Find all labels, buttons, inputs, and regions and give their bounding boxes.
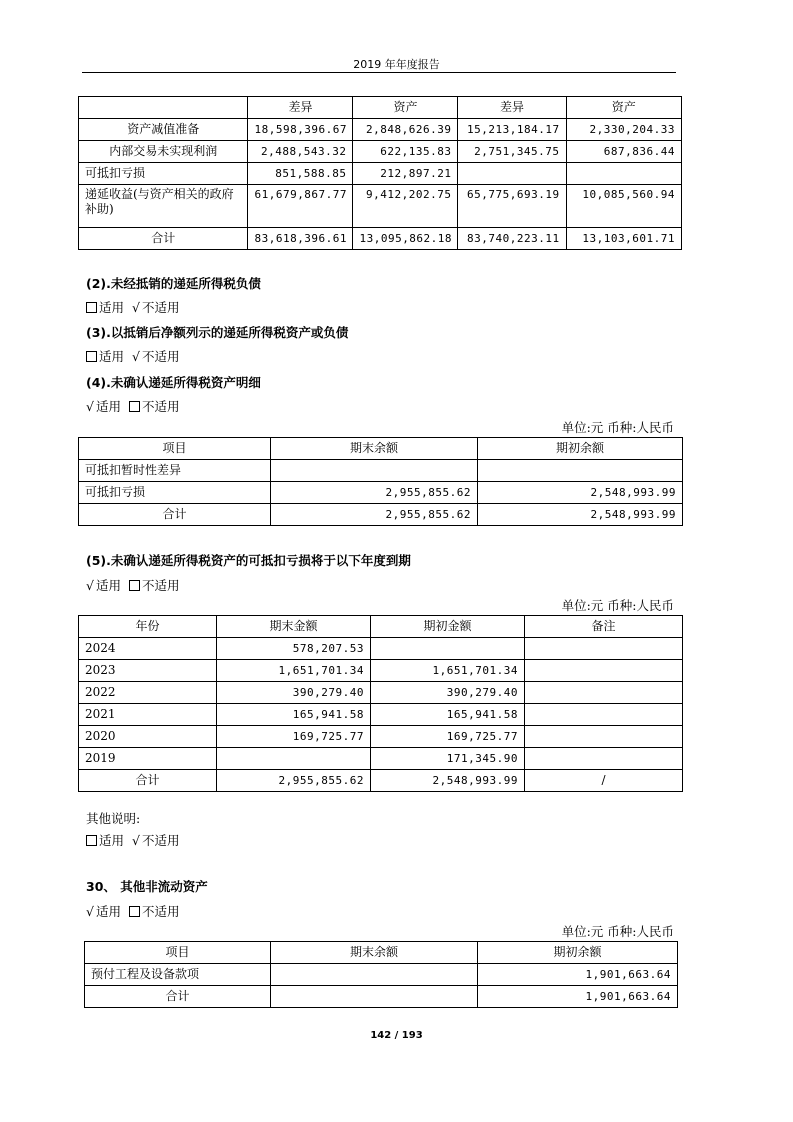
row-label: 合计 — [79, 504, 271, 526]
cell-value: 13,103,601.71 — [566, 228, 681, 250]
cell-value: 169,725.77 — [217, 726, 371, 748]
row-label: 合计 — [85, 986, 271, 1008]
column-header: 年份 — [79, 616, 217, 638]
cell-value: 2,955,855.62 — [217, 770, 371, 792]
cell-value — [525, 704, 683, 726]
column-header: 期初余额 — [478, 438, 683, 460]
cell-value: 65,775,693.19 — [458, 185, 566, 228]
option-applicable: 适用 — [99, 300, 125, 315]
section-title: 30、 其他非流动资产 — [86, 879, 208, 894]
section-title: (4).未确认递延所得税资产明细 — [86, 375, 261, 390]
row-label: 可抵扣暂时性差异 — [79, 460, 271, 482]
applicability-options — [86, 902, 179, 920]
cell-value: 165,941.58 — [217, 704, 371, 726]
checkbox-empty-icon — [129, 906, 140, 917]
row-label: 预付工程及设备款项 — [85, 964, 271, 986]
checkmark-icon: √ — [86, 399, 94, 414]
cell-value: 2,548,993.99 — [478, 482, 683, 504]
cell-value: / — [525, 770, 683, 792]
header-divider — [82, 72, 676, 73]
table-row — [79, 163, 682, 185]
unrecognized-deferred-tax-table — [78, 437, 683, 526]
table-row — [79, 726, 683, 748]
cell-value: 171,345.90 — [371, 748, 525, 770]
checkbox-empty-icon — [86, 302, 97, 313]
cell-value: 2,548,993.99 — [371, 770, 525, 792]
row-label: 递延收益(与资产相关的政府补助) — [79, 185, 248, 228]
row-label: 内部交易未实现利润 — [79, 141, 248, 163]
applicability-options — [86, 831, 179, 849]
section-title: (3).以抵销后净额列示的递延所得税资产或负债 — [86, 325, 349, 340]
cell-value: 2,488,543.32 — [248, 141, 353, 163]
row-label: 合计 — [79, 228, 248, 250]
cell-value: 2,848,626.39 — [353, 119, 458, 141]
cell-value — [525, 682, 683, 704]
applicability-options — [86, 298, 179, 316]
cell-value — [271, 964, 478, 986]
row-label: 资产减值准备 — [79, 119, 248, 141]
cell-value: 61,679,867.77 — [248, 185, 353, 228]
cell-value: 390,279.40 — [217, 682, 371, 704]
deferred-tax-assets-table — [78, 96, 682, 250]
option-not-applicable: 不适用 — [141, 300, 180, 315]
table-header-row — [85, 942, 678, 964]
cell-value: 2,955,855.62 — [271, 504, 478, 526]
cell-value: 2,548,993.99 — [478, 504, 683, 526]
table-row — [79, 770, 683, 792]
table-row — [79, 748, 683, 770]
option-applicable: 适用 — [99, 349, 125, 364]
column-header: 资产 — [353, 97, 458, 119]
table-row — [79, 682, 683, 704]
table-row — [79, 704, 683, 726]
checkbox-empty-icon — [86, 351, 97, 362]
cell-value: 18,598,396.67 — [248, 119, 353, 141]
table-row — [79, 460, 683, 482]
cell-value: 169,725.77 — [371, 726, 525, 748]
checkmark-icon: √ — [86, 578, 94, 593]
table-row — [79, 638, 683, 660]
checkbox-empty-icon — [86, 835, 97, 846]
cell-value: 1,901,663.64 — [478, 986, 678, 1008]
column-header: 项目 — [85, 942, 271, 964]
checkmark-icon: √ — [131, 833, 140, 848]
cell-value: 15,213,184.17 — [458, 119, 566, 141]
cell-value: 83,618,396.61 — [248, 228, 353, 250]
option-applicable: 适用 — [95, 904, 121, 919]
applicability-options — [86, 397, 179, 415]
option-applicable: 适用 — [95, 399, 121, 414]
cell-value: 1,651,701.34 — [371, 660, 525, 682]
column-header: 期初金额 — [371, 616, 525, 638]
table-row — [85, 986, 678, 1008]
table-row — [85, 964, 678, 986]
cell-value: 9,412,202.75 — [353, 185, 458, 228]
cell-value — [525, 660, 683, 682]
checkmark-icon: √ — [131, 349, 140, 364]
table-row — [79, 141, 682, 163]
table-row — [79, 482, 683, 504]
cell-value: 2,955,855.62 — [271, 482, 478, 504]
column-header: 项目 — [79, 438, 271, 460]
cell-value — [525, 726, 683, 748]
row-label: 可抵扣亏损 — [79, 163, 248, 185]
option-not-applicable: 不适用 — [141, 349, 180, 364]
section-title: (5).未确认递延所得税资产的可抵扣亏损将于以下年度到期 — [86, 553, 411, 568]
table-header-row — [79, 97, 682, 119]
row-label: 2019 — [79, 748, 217, 770]
applicability-options — [86, 347, 179, 365]
row-label: 2022 — [79, 682, 217, 704]
cell-value: 2,330,204.33 — [566, 119, 681, 141]
cell-value: 83,740,223.11 — [458, 228, 566, 250]
loss-expiry-table — [78, 615, 683, 792]
table-row — [79, 660, 683, 682]
row-label: 2023 — [79, 660, 217, 682]
row-label: 2024 — [79, 638, 217, 660]
cell-value: 13,095,862.18 — [353, 228, 458, 250]
cell-value: 390,279.40 — [371, 682, 525, 704]
cell-value — [371, 638, 525, 660]
cell-value: 687,836.44 — [566, 141, 681, 163]
cell-value — [271, 986, 478, 1008]
table-row — [79, 228, 682, 250]
column-header: 期初余额 — [478, 942, 678, 964]
column-header: 期末余额 — [271, 438, 478, 460]
section-title: (2).未经抵销的递延所得税负债 — [86, 276, 261, 291]
column-header: 资产 — [566, 97, 681, 119]
cell-value: 165,941.58 — [371, 704, 525, 726]
cell-value — [478, 460, 683, 482]
cell-value: 1,901,663.64 — [478, 964, 678, 986]
unit-label: 单位:元 币种:人民币 — [561, 924, 674, 939]
column-header: 差异 — [458, 97, 566, 119]
cell-value — [525, 748, 683, 770]
checkbox-empty-icon — [129, 580, 140, 591]
option-applicable: 适用 — [95, 578, 121, 593]
checkmark-icon: √ — [131, 300, 140, 315]
cell-value: 2,751,345.75 — [458, 141, 566, 163]
page-number: 142 / 193 — [370, 1030, 423, 1041]
row-label: 2021 — [79, 704, 217, 726]
cell-value: 10,085,560.94 — [566, 185, 681, 228]
option-not-applicable: 不适用 — [141, 578, 180, 593]
other-non-current-assets-table — [84, 941, 678, 1008]
column-header — [79, 97, 248, 119]
cell-value: 212,897.21 — [353, 163, 458, 185]
checkmark-icon: √ — [86, 904, 94, 919]
option-applicable: 适用 — [99, 833, 125, 848]
column-header: 期末余额 — [271, 942, 478, 964]
table-row — [79, 504, 683, 526]
cell-value — [525, 638, 683, 660]
cell-value — [566, 163, 681, 185]
table-header-row — [79, 438, 683, 460]
row-label: 2020 — [79, 726, 217, 748]
column-header: 备注 — [525, 616, 683, 638]
option-not-applicable: 不适用 — [141, 399, 180, 414]
page-header: 2019 年年度报告 — [353, 58, 440, 71]
cell-value: 1,651,701.34 — [217, 660, 371, 682]
table-row — [79, 185, 682, 228]
table-header-row — [79, 616, 683, 638]
unit-label: 单位:元 币种:人民币 — [561, 420, 674, 435]
cell-value: 851,588.85 — [248, 163, 353, 185]
cell-value: 622,135.83 — [353, 141, 458, 163]
table-row — [79, 119, 682, 141]
checkbox-empty-icon — [129, 401, 140, 412]
other-notes-title: 其他说明: — [86, 811, 141, 826]
applicability-options — [86, 576, 179, 594]
cell-value: 578,207.53 — [217, 638, 371, 660]
column-header: 期末金额 — [217, 616, 371, 638]
option-not-applicable: 不适用 — [141, 833, 180, 848]
cell-value — [271, 460, 478, 482]
row-label: 可抵扣亏损 — [79, 482, 271, 504]
cell-value — [217, 748, 371, 770]
column-header: 差异 — [248, 97, 353, 119]
cell-value — [458, 163, 566, 185]
row-label: 合计 — [79, 770, 217, 792]
unit-label: 单位:元 币种:人民币 — [561, 598, 674, 613]
option-not-applicable: 不适用 — [141, 904, 180, 919]
